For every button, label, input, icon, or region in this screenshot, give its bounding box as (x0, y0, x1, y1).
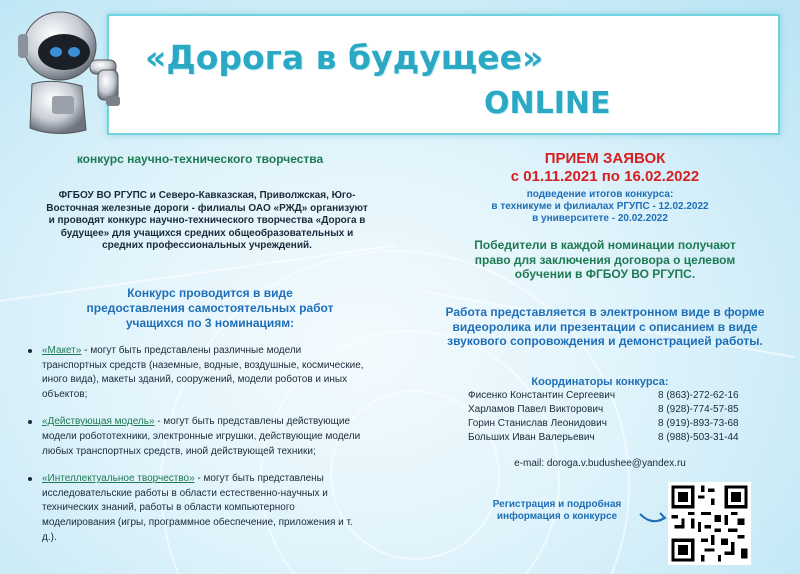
nomination-name: «Интеллектуальное творчество» (42, 473, 195, 485)
contest-intro: ФГБОУ ВО РГУПС и Северо-Кавказская, Приволжская, Юго-Восточная железные дороги - филиалы ОАО «РЖД» организуют и проводят конкурс научно-технического творчества «Дорога в будущее» для учащихся средних общеобразовательных и средних профессиональных учреждений. (46, 190, 368, 251)
results-line: подведение итогов конкурса: (526, 189, 674, 200)
applications-dates: с 01.11.2021 по 16.02.2022 (510, 168, 700, 185)
list-item (34, 472, 364, 545)
coordinator-phone[interactable]: 8 (863)-272-62-16 (658, 390, 739, 401)
nomination-text: - могут быть представлены действующие модели робототехники, электронные игрушки, действующие модели любых транспортных средств, иной действующей техники; (42, 416, 361, 457)
nomination-name: «Действующая модель» (42, 416, 155, 428)
coordinator-name: Горин Станислав Леонидович (468, 418, 607, 429)
registration-text: Регистрация и подробная информация о конкурсе (492, 499, 622, 522)
coordinator-row (468, 404, 768, 417)
nominations-list (34, 344, 364, 545)
coordinator-row (468, 418, 768, 431)
bullet-icon (28, 477, 32, 481)
coordinator-phone[interactable]: 8 (928)-774-57-85 (658, 404, 739, 415)
coordinator-name: Больших Иван Валерьевич (468, 432, 595, 443)
arrow-right-icon (638, 508, 668, 526)
coordinator-row (468, 432, 768, 445)
nomination-name: «Макет» (42, 345, 82, 356)
qr-code[interactable] (668, 482, 751, 565)
winners-text: Победители в каждой номинации получают право для заключения договора о целевом обучении в ФГБОУ ВО РГУПС. (474, 238, 736, 281)
coordinator-name: Фисенко Константин Сергеевич (468, 390, 616, 401)
bullet-icon (28, 420, 32, 424)
list-item (34, 415, 364, 459)
contest-heading: конкурс научно-технического творчества (76, 152, 324, 166)
nomination-text: - могут быть представлены исследовательские работы в области естественно-научных и технических знаний, работы в области компьютерного моделирования (игры, программное обеспечение, приложения и т. д.). (42, 473, 353, 543)
applications-title: ПРИЕМ ЗАЯВОК (544, 150, 666, 167)
work-format-text: Работа представляется в электронном виде в форме видеоролика или презентации с описанием в виде звукового сопровождения и демонстрацией работы. (445, 305, 765, 348)
poster-subtitle: ONLINE (484, 86, 611, 121)
nomination-text: - могут быть представлены различные модели транспортных средств (наземные, водные, воздушные, космические, иного вида), макеты зданий, сооружений, модели роботов и иных объектов; (42, 345, 364, 400)
coordinator-row (468, 390, 768, 403)
robot-illustration (12, 0, 122, 142)
results-line: в техникуме и филиалах РГУПС - 12.02.2022 (491, 201, 709, 212)
coordinator-phone[interactable]: 8 (988)-503-31-44 (658, 432, 739, 443)
results-line: в университете - 20.02.2022 (532, 213, 668, 224)
coordinators-title: Координаторы конкурса: (531, 376, 669, 388)
poster-title: «Дорога в будущее» (145, 38, 544, 77)
list-item (34, 344, 364, 402)
contest-format: Конкурс проводится в виде предоставления самостоятельных работ учащихся по 3 номинациям: (86, 286, 334, 330)
coordinator-name: Харламов Павел Викторович (468, 404, 604, 415)
email-link[interactable]: e-mail: dorogа.v.budushee@yandex.ru (514, 458, 686, 469)
coordinator-phone[interactable]: 8 (919)-893-73-68 (658, 418, 739, 429)
bullet-icon (28, 349, 32, 353)
